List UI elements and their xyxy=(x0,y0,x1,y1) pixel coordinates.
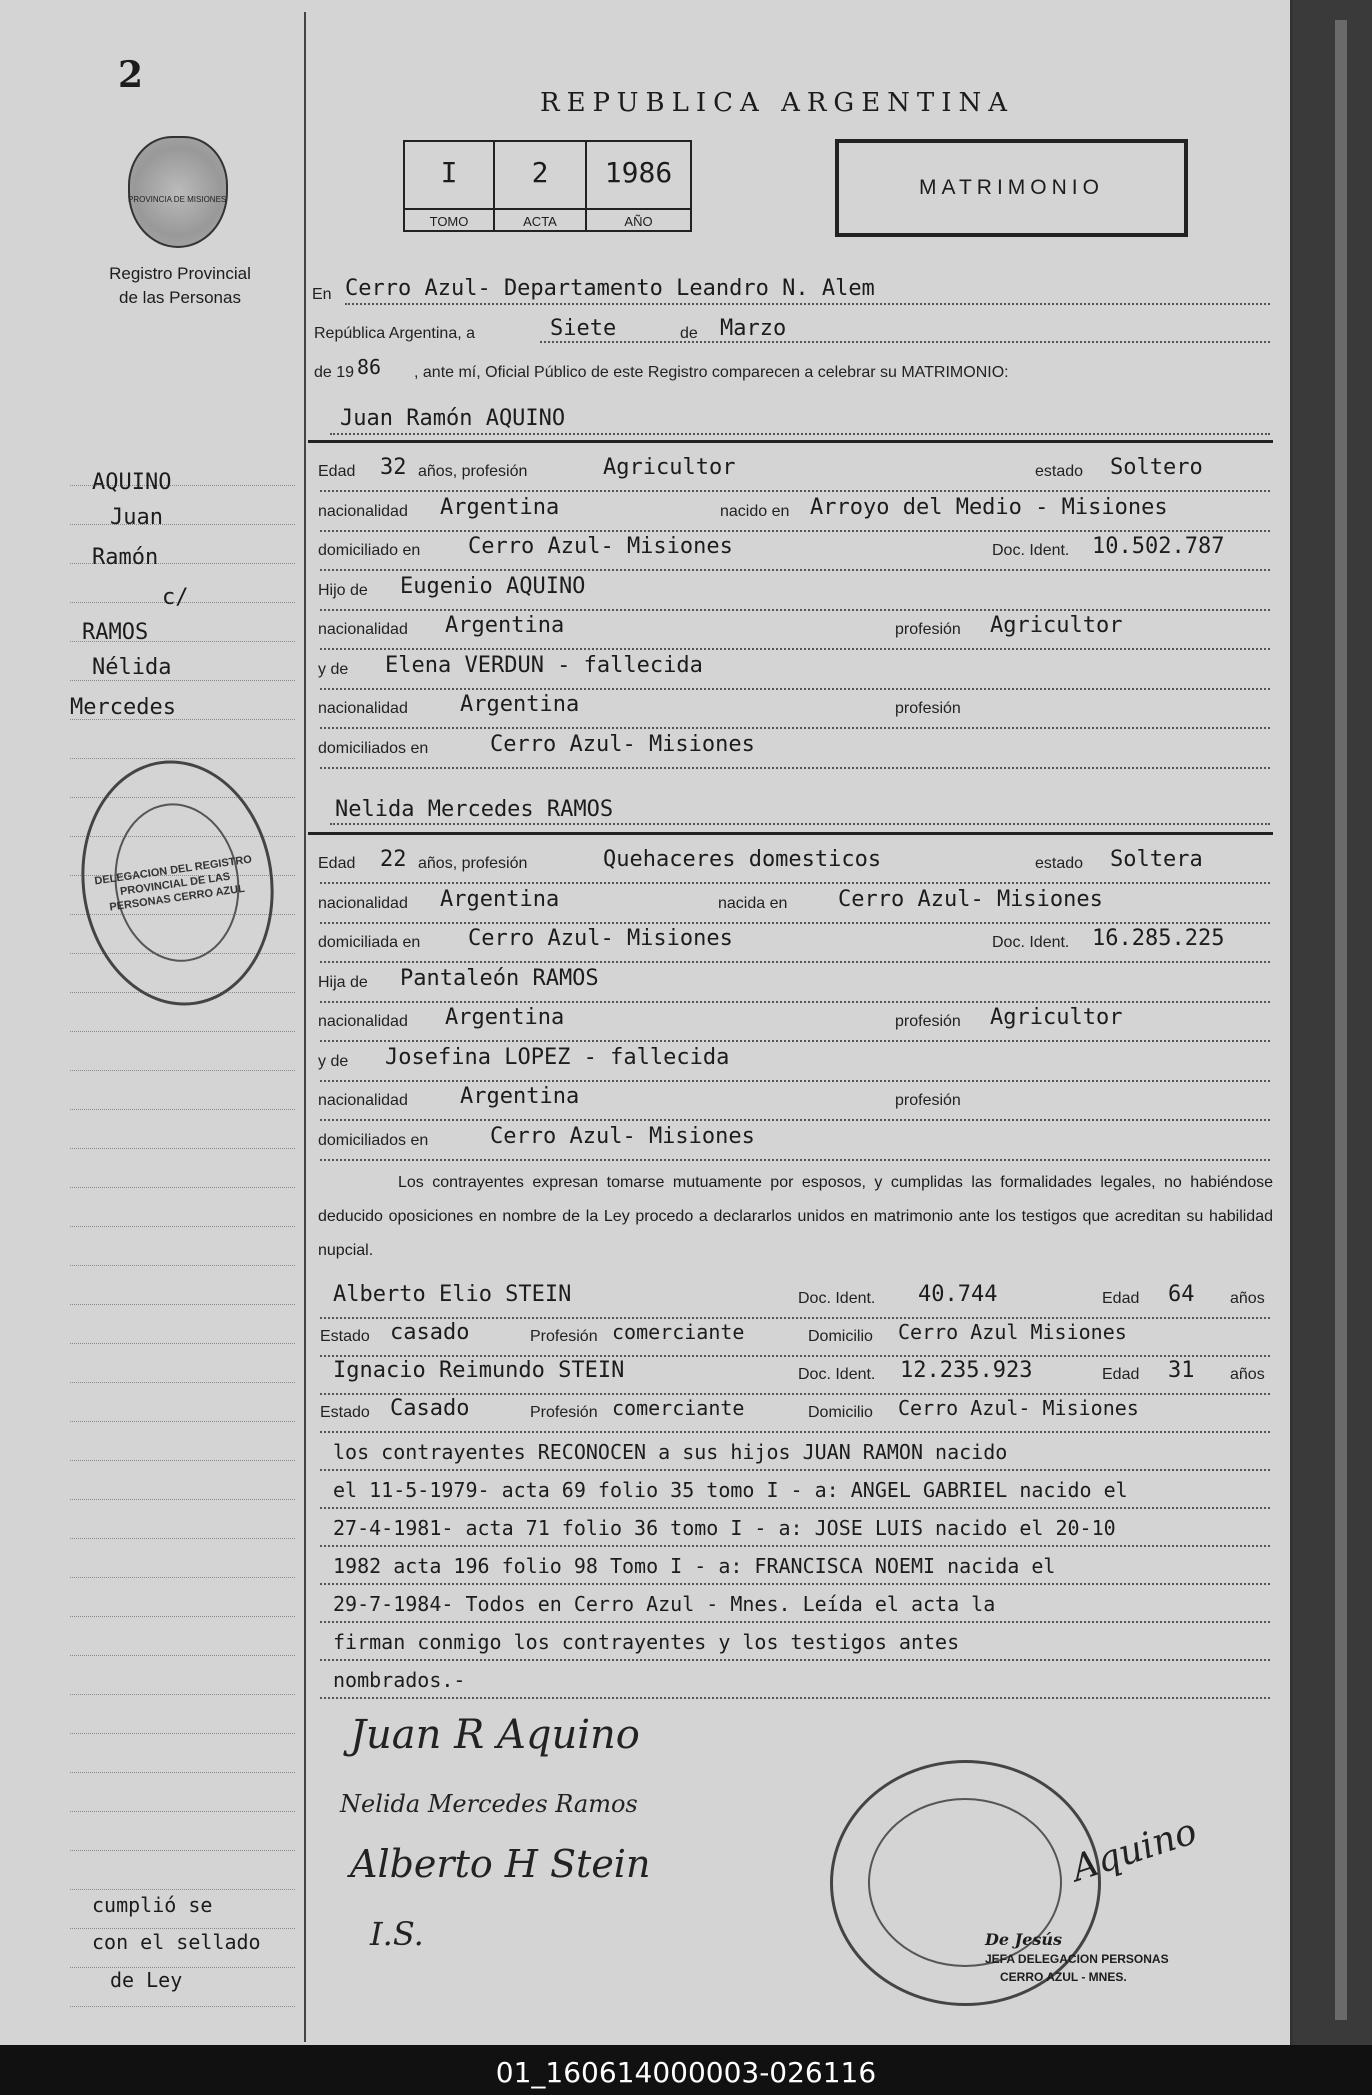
groom-mother: Elena VERDUN - fallecida xyxy=(385,652,703,678)
volume-boxes xyxy=(403,140,692,232)
groom-birthplace: Arroyo del Medio - Misiones xyxy=(810,494,1168,520)
bride-anos-profesion: años, profesión xyxy=(418,855,528,872)
margin-note-line: con el sellado xyxy=(92,1930,261,1954)
province-seal-icon xyxy=(128,136,228,248)
note-line: el 11-5-1979- acta 69 folio 35 tomo I - a: ANGEL GABRIEL nacido el xyxy=(333,1478,1128,1502)
groom-parents-domicile: Cerro Azul- Misiones xyxy=(490,731,755,757)
note-line: los contrayentes RECONOCEN a sus hijos JUAN RAMON nacido xyxy=(333,1440,1008,1464)
act-type-box: MATRIMONIO xyxy=(835,139,1188,237)
bride-profession: Quehaceres domesticos xyxy=(603,847,882,872)
bride-parent1-label: Hija de xyxy=(318,973,368,991)
de-label: de xyxy=(680,325,698,342)
witness-doc: 12.235.923 xyxy=(900,1358,1033,1383)
en-label: En xyxy=(312,286,332,303)
registry-name: Registro Provincial de las Personas xyxy=(109,264,251,307)
bride-age: 22 xyxy=(380,847,407,872)
witness-profession: comerciante xyxy=(612,1320,745,1344)
witness-edad-label: Edad xyxy=(1102,1366,1140,1383)
declaration-text: Los contrayentes expresan tomarse mutuamente por esposos, y cumplidas las formalidades legales, no habiéndose deducido oposiciones en nombre de la Ley procedo a declararlos unidos en matrimonio ante los testigos que acreditan su habilidad nupcial. xyxy=(318,1174,1273,1259)
note-line: 27-4-1981- acta 71 folio 36 tomo I - a: JOSE LUIS nacido el 20-10 xyxy=(333,1516,1116,1540)
registry-stamp-text: DELEGACION DEL REGISTRO PROVINCIAL DE LAS PERSONAS CERRO AZUL xyxy=(93,853,253,914)
groom-mother-profession-label: profesión xyxy=(895,700,961,717)
groom-parent2-label: y de xyxy=(318,660,349,678)
bride-edad: Edad xyxy=(318,855,356,872)
witness-domicilio-label: Domicilio xyxy=(808,1328,873,1345)
page-number: 2 xyxy=(118,54,144,96)
note-line: nombrados.- xyxy=(333,1668,466,1692)
witness-doc-label: Doc. Ident. xyxy=(798,1366,876,1383)
groom-profession: Agricultor xyxy=(603,455,736,480)
witness-estado-label: Estado xyxy=(320,1404,370,1421)
bride-parents-domicile-label: domiciliados en xyxy=(318,1131,429,1149)
bride-father: Pantaleón RAMOS xyxy=(400,965,599,991)
tomo-value: I xyxy=(440,156,458,189)
image-caption: 01_160614000003-026116 xyxy=(495,2056,877,2089)
bride-mother-nationality: Argentina xyxy=(460,1084,580,1109)
witness-name: Ignacio Reimundo STEIN xyxy=(333,1358,625,1383)
margin-name: Mercedes xyxy=(70,695,176,720)
witness-domicile: Cerro Azul Misiones xyxy=(898,1320,1127,1344)
margin-name: AQUINO xyxy=(92,470,172,495)
witness-profesion-label: Profesión xyxy=(530,1404,598,1421)
margin-name: Juan xyxy=(110,505,163,530)
witness1-signature: Alberto H Stein xyxy=(350,1842,651,1886)
groom-name: Juan Ramón AQUINO xyxy=(340,406,566,431)
bride-nationality: Argentina xyxy=(440,886,560,912)
acta-box xyxy=(495,142,587,230)
bride-mother-profession-label: profesión xyxy=(895,1092,961,1109)
witness-doc-label: Doc. Ident. xyxy=(798,1290,876,1307)
groom-signature: Juan R Aquino xyxy=(350,1712,640,1758)
country-title: REPUBLICA ARGENTINA xyxy=(540,88,1015,118)
groom-mother-nationality: Argentina xyxy=(460,692,580,717)
bride-domicile: Cerro Azul- Misiones xyxy=(468,926,733,951)
republica-label: República Argentina, a xyxy=(314,325,475,342)
ano-value: 1986 xyxy=(604,156,673,189)
year-prefix: de 19 xyxy=(314,364,355,381)
officer-name: De Jesús xyxy=(985,1930,1063,1949)
officer-office: CERRO AZUL - MNES. xyxy=(1000,1970,1127,1984)
bride-nacionalidad-label: nacionalidad xyxy=(318,894,408,912)
witness-edad-label: Edad xyxy=(1102,1290,1140,1307)
groom-parents-domicile-label: domiciliados en xyxy=(318,739,429,757)
groom-doc: 10.502.787 xyxy=(1092,534,1225,559)
witness-age: 64 xyxy=(1168,1282,1195,1307)
groom-edad: Edad xyxy=(318,463,356,480)
seal-caption: PROVINCIA DE MISIONES xyxy=(128,195,227,204)
groom-father-profession-label: profesión xyxy=(895,621,961,638)
bride-domicile-label: domiciliada en xyxy=(318,934,421,951)
bride-father-profession: Agricultor xyxy=(990,1005,1123,1030)
margin-note-line: de Ley xyxy=(110,1968,183,1992)
groom-nationality: Argentina xyxy=(440,494,560,520)
groom-father-nationality: Argentina xyxy=(445,613,565,638)
groom-status: Soltero xyxy=(1110,455,1203,480)
note-line: firman conmigo los contrayentes y los testigos antes xyxy=(333,1630,960,1654)
groom-doc-label: Doc. Ident. xyxy=(992,542,1070,559)
acta-value: 2 xyxy=(531,156,549,189)
groom-domicile-label: domiciliado en xyxy=(318,542,421,559)
groom-mother-nationality-label: nacionalidad xyxy=(318,700,408,717)
bride-name: Nelida Mercedes RAMOS xyxy=(335,797,614,822)
witness-estado-label: Estado xyxy=(320,1328,370,1345)
place-value: Cerro Azul- Departamento Leandro N. Alem xyxy=(345,276,875,301)
margin-name: Ramón xyxy=(92,545,159,570)
groom-father-profession: Agricultor xyxy=(990,613,1123,638)
groom-born-label: nacido en xyxy=(720,502,790,520)
groom-anos-profesion: años, profesión xyxy=(418,463,528,480)
bride-birthplace: Cerro Azul- Misiones xyxy=(838,886,1103,912)
witness-status: casado xyxy=(390,1320,470,1345)
margin-note-line: cumplió se xyxy=(92,1893,213,1917)
tomo-box xyxy=(405,142,495,230)
bride-estado-label: estado xyxy=(1035,855,1084,872)
bride-parents-domicile: Cerro Azul- Misiones xyxy=(490,1123,755,1149)
groom-nacionalidad-label: nacionalidad xyxy=(318,502,408,520)
witness-anos-label: años xyxy=(1230,1366,1265,1383)
witness-profession: comerciante xyxy=(612,1396,745,1420)
margin-name: RAMOS xyxy=(82,620,149,645)
note-line: 1982 acta 196 folio 98 Tomo I - a: FRANCISCA NOEMI nacida el xyxy=(333,1554,1056,1578)
acta-label: ACTA xyxy=(495,208,585,229)
binding-edge xyxy=(1293,0,1372,2045)
bride-signature: Nelida Mercedes Ramos xyxy=(340,1790,638,1818)
registry-stamp xyxy=(66,748,289,1018)
day-value: Siete xyxy=(550,316,617,341)
witness-profesion-label: Profesión xyxy=(530,1328,598,1345)
groom-domicile: Cerro Azul- Misiones xyxy=(468,534,733,559)
month-value: Marzo xyxy=(720,316,787,341)
witness-status: Casado xyxy=(390,1396,470,1421)
bride-father-nationality: Argentina xyxy=(445,1005,565,1030)
note-line: 29-7-1984- Todos en Cerro Azul - Mnes. Leída el acta la xyxy=(333,1592,996,1616)
officer-title: JEFA DELEGACION PERSONAS xyxy=(985,1952,1169,1966)
bride-status: Soltera xyxy=(1110,847,1203,872)
groom-father-nationality-label: nacionalidad xyxy=(318,621,408,638)
margin-name: c/ xyxy=(162,585,189,610)
ano-box xyxy=(587,142,690,230)
witness-name: Alberto Elio STEIN xyxy=(333,1282,572,1307)
ano-label: AÑO xyxy=(587,208,690,229)
bride-doc-label: Doc. Ident. xyxy=(992,934,1070,951)
bride-born-label: nacida en xyxy=(718,894,788,912)
appear-text: , ante mí, Oficial Público de este Registro comparecen a celebrar su MATRIMONIO: xyxy=(414,364,1009,381)
bride-father-nationality-label: nacionalidad xyxy=(318,1013,408,1030)
year-suffix: 86 xyxy=(357,355,382,379)
witness-doc: 40.744 xyxy=(918,1282,998,1307)
tomo-label: TOMO xyxy=(405,208,493,229)
groom-parent1-label: Hijo de xyxy=(318,581,368,599)
witness-age: 31 xyxy=(1168,1358,1195,1383)
witness-domicile: Cerro Azul- Misiones xyxy=(898,1396,1139,1420)
groom-estado-label: estado xyxy=(1035,463,1084,480)
groom-age: 32 xyxy=(380,455,407,480)
witness-domicilio-label: Domicilio xyxy=(808,1404,873,1421)
margin-name: Nélida xyxy=(92,655,172,680)
groom-father: Eugenio AQUINO xyxy=(400,573,586,599)
bride-mother: Josefina LOPEZ - fallecida xyxy=(385,1044,730,1070)
margin-divider xyxy=(304,12,306,2042)
bride-mother-nationality-label: nacionalidad xyxy=(318,1092,408,1109)
officer-signature: Aquino xyxy=(1066,1811,1202,1890)
witness-anos-label: años xyxy=(1230,1290,1265,1307)
bride-parent2-label: y de xyxy=(318,1052,349,1070)
bride-father-profession-label: profesión xyxy=(895,1013,961,1030)
witness2-signature: I.S. xyxy=(370,1915,424,1953)
bride-doc: 16.285.225 xyxy=(1092,926,1225,951)
